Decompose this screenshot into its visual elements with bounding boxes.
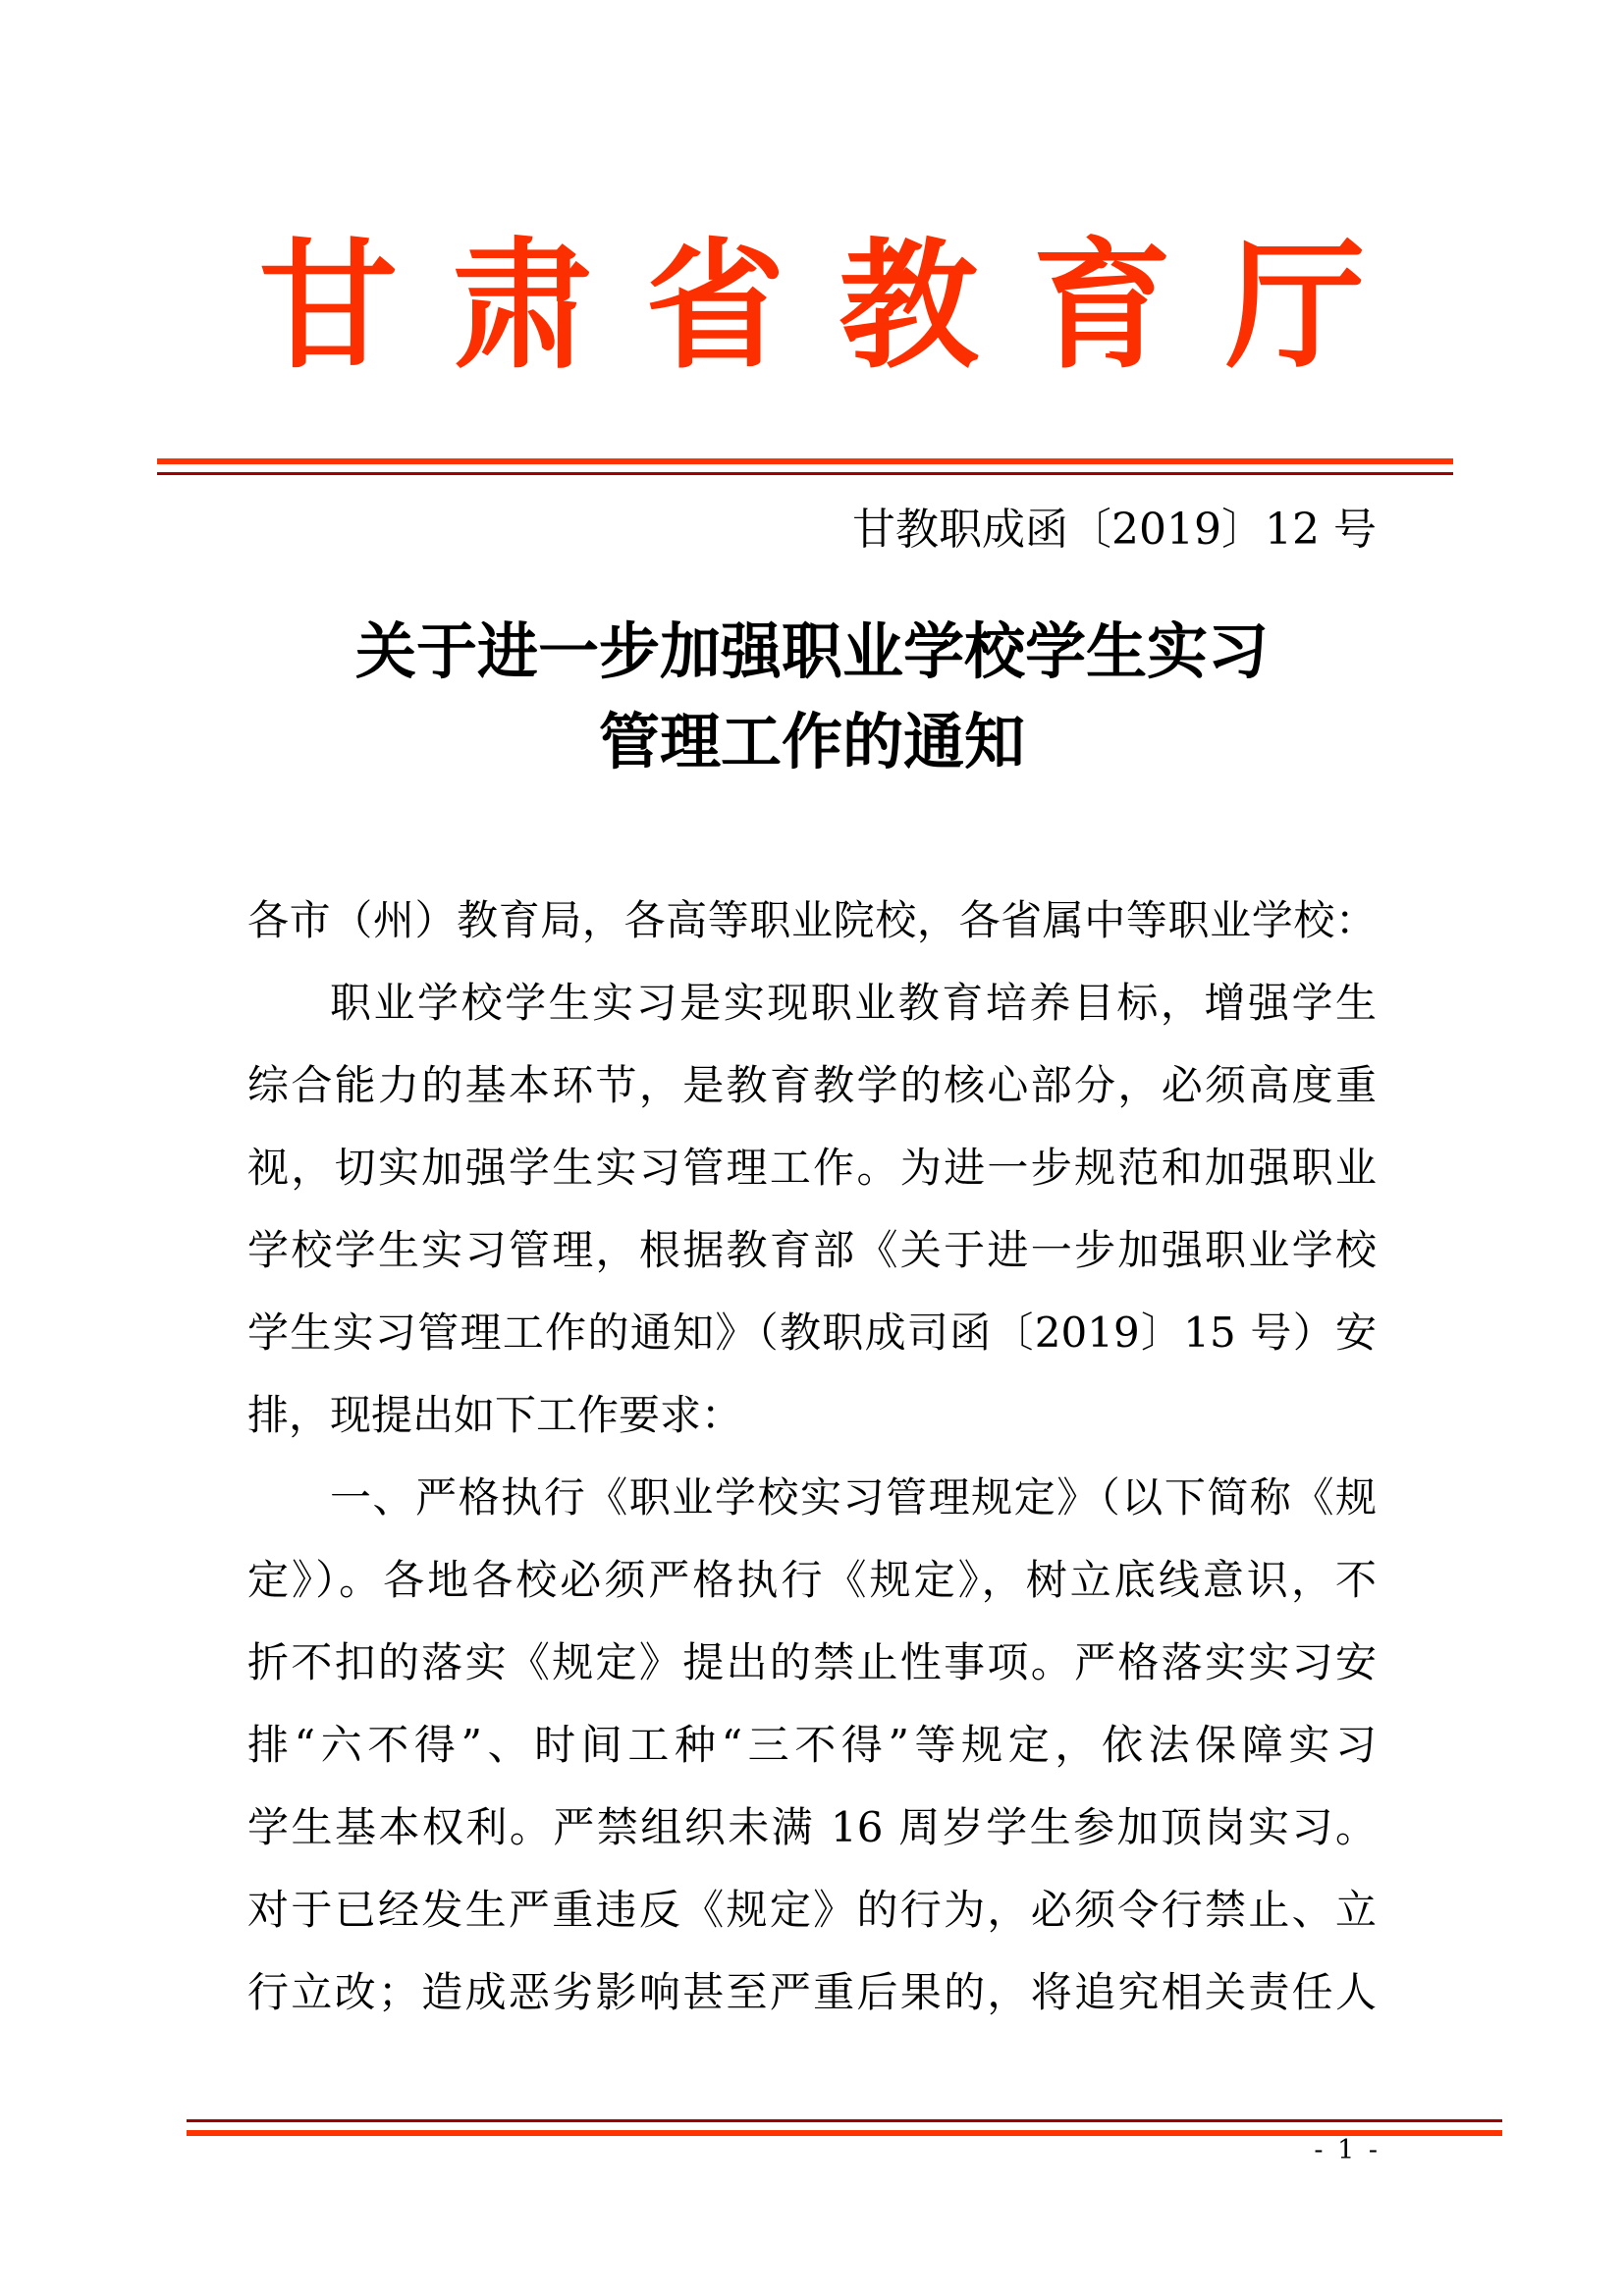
header-separator-thin — [157, 472, 1453, 475]
page-number: - 1 - — [1314, 2135, 1380, 2165]
body-line: 视，切实加强学生实习管理工作。为进一步规范和加强职业 — [247, 1144, 1377, 1192]
body-line: 一、严格执行《职业学校实习管理规定》（以下简称《规 — [330, 1473, 1377, 1522]
body-line: 行立改；造成恶劣影响甚至严重后果的，将追究相关责任人 — [247, 1968, 1377, 2016]
body-line: 折不扣的落实《规定》提出的禁止性事项。严格落实实习安 — [247, 1638, 1377, 1686]
document-title-line1: 关于进一步加强职业学校学生实习 — [354, 615, 1269, 687]
body-line: 综合能力的基本环节，是教育教学的核心部分，必须高度重 — [247, 1061, 1377, 1109]
document-title-line2: 管理工作的通知 — [598, 706, 1025, 777]
document-number: 甘教职成函〔2019〕12 号 — [852, 505, 1377, 555]
body-line: 职业学校学生实习是实现职业教育培养目标，增强学生 — [330, 979, 1377, 1027]
document-title — [0, 607, 1624, 787]
body-line: 学校学生实习管理，根据教育部《关于进一步加强职业学校 — [247, 1226, 1377, 1274]
header-separator-thick — [157, 458, 1453, 464]
footer-separator-thin — [187, 2119, 1502, 2122]
body-line: 各市（州）教育局，各高等职业院校，各省属中等职业学校： — [247, 896, 1377, 944]
document-body — [247, 880, 1377, 2034]
footer-separator-thick — [187, 2130, 1502, 2136]
body-line: 对于已经发生严重违反《规定》的行为，必须令行禁止、立 — [247, 1886, 1377, 1934]
body-line: 学生实习管理工作的通知》（教职成司函〔2019〕15 号）安 — [247, 1308, 1377, 1357]
body-line: 排，现提出如下工作要求： — [247, 1391, 743, 1439]
body-line: 排“六不得”、时间工种“三不得”等规定，依法保障实习 — [247, 1721, 1377, 1769]
body-line: 定》）。各地各校必须严格执行《规定》，树立底线意识，不 — [247, 1556, 1377, 1604]
agency-name: 甘肃省教育厅 — [258, 225, 1420, 388]
body-line: 学生基本权利。严禁组织未满 16 周岁学生参加顶岗实习。 — [247, 1803, 1377, 1851]
